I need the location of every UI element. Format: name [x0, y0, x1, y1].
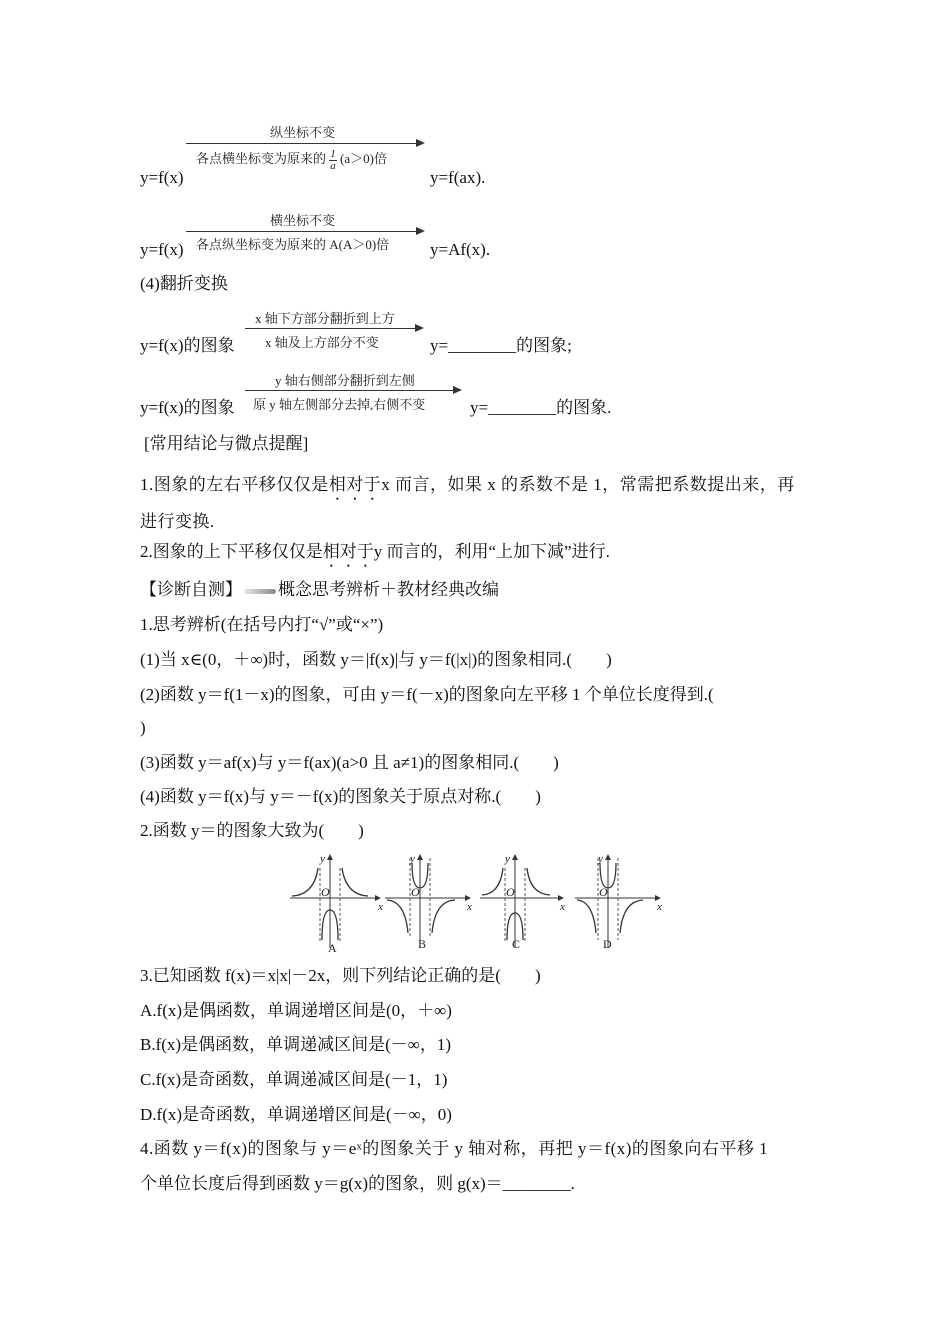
graph-axis-x: x: [560, 901, 565, 913]
graph-d: [575, 853, 662, 951]
graph-label-a: A: [328, 941, 337, 955]
q1-item-1: (1)当 x∈(0，＋∞)时，函数 y＝|f(x)|与 y＝f(|x|)的图象相同.( ): [140, 650, 612, 669]
transform2-right: y=Af(x).: [430, 240, 491, 259]
graph-label-b: B: [418, 937, 427, 951]
arrow-top-label: 横坐标不变: [270, 213, 336, 228]
arrow-top-label: x 轴下方部分翻折到上方: [255, 311, 395, 326]
conclusion-heading: [常用结论与微点提醒]: [144, 434, 309, 453]
arrow-top-label: 纵坐标不变: [270, 125, 336, 140]
graph-axis-x: x: [657, 901, 662, 913]
diagnosis-header: [140, 578, 499, 602]
q1-item-2-cont: ): [140, 718, 146, 737]
q1-item-3: (3)函数 y＝af(x)与 y＝f(ax)(a>0 且 a≠1)的图象相同.( ): [140, 753, 559, 772]
q3-stem: 3.已知函数 f(x)＝x|x|－2x，则下列结论正确的是( ): [140, 966, 541, 985]
conclusion-2-text-a: 2.图象的上下平移仅仅是: [140, 542, 323, 561]
transform1-right: y=f(ax).: [430, 168, 486, 187]
graph-c: [480, 853, 565, 951]
conclusion-1: [140, 467, 810, 539]
q2-graph-options: [285, 848, 665, 958]
q1-item-2: (2)函数 y＝f(1－x)的图象，可由 y＝f(－x)的图象向左平移 1 个单位长度得到.(: [140, 685, 714, 704]
fraction-denominator: a: [330, 159, 336, 172]
q1-stem: 1.思考辨析(在括号内打“√”或“×”): [140, 615, 384, 634]
graph-origin: O: [599, 885, 608, 899]
graph-axis-y: y: [410, 853, 415, 865]
graph-axis-y: y: [598, 853, 603, 865]
graph-origin: O: [506, 885, 515, 899]
flip2-arrow: [245, 370, 465, 420]
conclusion-1-emphasis: 相对于: [328, 475, 382, 494]
conclusion-2-text-c: y 而言的，利用“上加下减”进行.: [373, 542, 610, 561]
q3-option-a: A.f(x)是偶函数，单调递增区间是(0，＋∞): [140, 1001, 452, 1020]
graph-label-d: D: [603, 937, 612, 951]
arrow-bar-icon: [244, 589, 276, 594]
q1-item-4: (4)函数 y＝f(x)与 y＝－f(x)的图象关于原点对称.( ): [140, 787, 541, 806]
flip2-left: y=f(x)的图象: [140, 398, 235, 417]
transform2-left: y=f(x): [140, 240, 184, 259]
flip2-right: y=________的图象.: [470, 398, 612, 417]
arrow-top-label: y 轴右侧部分翻折到左侧: [275, 373, 415, 388]
diagnosis-title: 【诊断自测】: [140, 580, 242, 599]
arrow-bottom-prefix: 各点横坐标变为原来的: [196, 151, 327, 166]
q2-graphs-svg: [285, 848, 665, 958]
arrow-bottom-label: [196, 148, 387, 172]
graph-origin: O: [411, 885, 420, 899]
graph-axis-x: x: [378, 901, 383, 913]
graph-axis-y: y: [505, 853, 510, 865]
arrow-bottom-label: x 轴及上方部分不变: [265, 335, 379, 350]
fraction-numerator: 1: [330, 147, 336, 160]
transform1-left: y=f(x): [140, 168, 184, 187]
arrow-bottom-label: 原 y 轴左侧部分去掉,右侧不变: [253, 397, 426, 412]
q4-line-1: 4.函数 y＝f(x)的图象与 y＝eˣ的图象关于 y 轴对称，再把 y＝f(x)的图象向右平移 1: [140, 1139, 769, 1158]
fraction-one-over-a: [329, 149, 337, 172]
graph-label-c: C: [512, 937, 521, 951]
diagnosis-subtitle: 概念思考辨析＋教材经典改编: [278, 580, 499, 599]
q4-line-2: 个单位长度后得到函数 y＝g(x)的图象，则 g(x)＝________.: [140, 1174, 575, 1193]
flip1-right: y=________的图象;: [430, 336, 572, 355]
graph-origin: O: [321, 885, 330, 899]
graph-axis-x: x: [467, 901, 472, 913]
q2-stem: 2.函数 y＝的图象大致为( ): [140, 821, 364, 840]
conclusion-2: [140, 540, 610, 571]
transform1-arrow: [186, 122, 426, 182]
flip1-left: y=f(x)的图象: [140, 336, 235, 355]
flip-heading: (4)翻折变换: [140, 274, 228, 293]
transform2-arrow: [186, 210, 426, 260]
flip1-arrow: [245, 308, 425, 358]
q3-option-c: C.f(x)是奇函数，单调递减区间是(－1，1): [140, 1070, 448, 1089]
graph-axis-y: y: [320, 853, 325, 865]
arrow-bottom-suffix: (a＞0)倍: [340, 151, 387, 166]
conclusion-2-emphasis: 相对于: [322, 542, 374, 561]
graph-a: [290, 853, 383, 955]
conclusion-1-text-a: 1.图象的左右平移仅仅是: [140, 475, 329, 494]
q3-option-b: B.f(x)是偶函数，单调递减区间是(－∞，1): [140, 1035, 452, 1054]
conclusion-1-text-c: x 而言，如果 x 的系数不是 1，常需把系数提出来，再进行变换.: [140, 475, 795, 531]
q3-option-d: D.f(x)是奇函数，单调递增区间是(－∞，0): [140, 1105, 452, 1124]
arrow-bottom-label: 各点纵坐标变为原来的 A(A＞0)倍: [196, 237, 390, 252]
graph-b: [385, 853, 472, 951]
